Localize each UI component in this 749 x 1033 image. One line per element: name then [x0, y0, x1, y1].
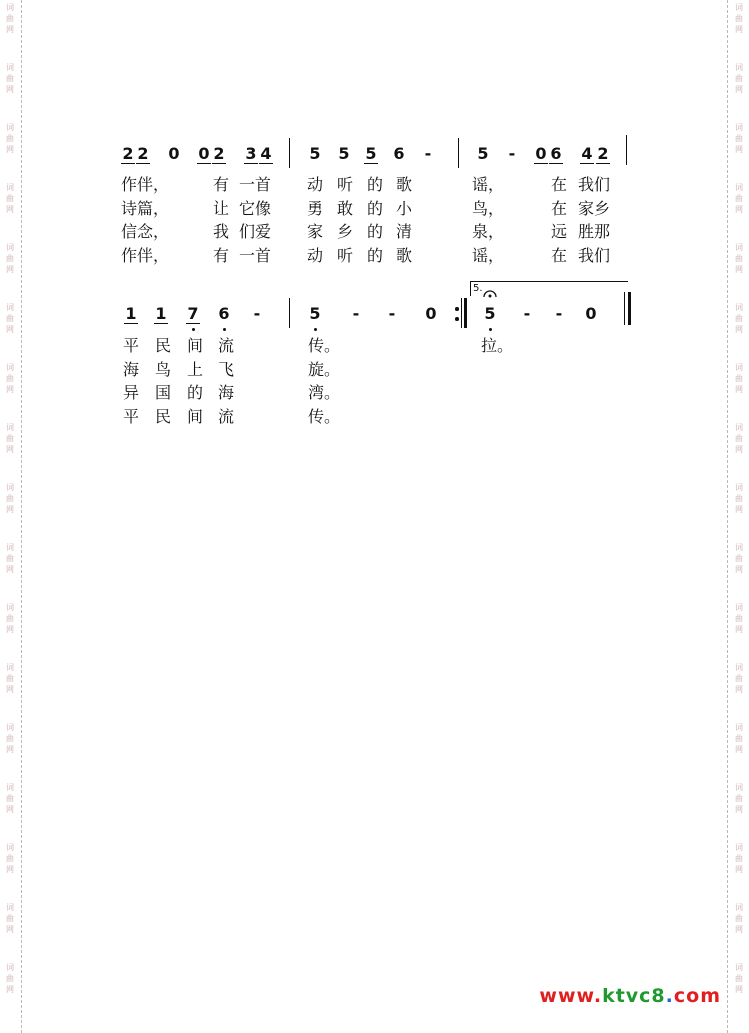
lower-octave-dot	[223, 328, 226, 331]
website-logo: www.ktvc8.com	[539, 985, 721, 1007]
watermark-text: 词 曲 网	[735, 963, 743, 994]
watermark-text: 词 曲 网	[735, 183, 743, 214]
note: 5	[308, 304, 322, 323]
lyric-syllable: 湾。	[308, 383, 341, 402]
dash: -	[555, 304, 563, 323]
repeat-end-barline-thick	[464, 298, 467, 328]
lower-octave-dot	[314, 328, 317, 331]
lyric-syllable: 谣，	[472, 245, 505, 265]
lyric-syllable: 旋。	[308, 359, 341, 379]
lyric-syllable: 国	[155, 383, 172, 402]
note: 0	[198, 144, 210, 163]
watermark-text: 词 曲 网	[6, 303, 14, 334]
note: 4	[581, 144, 593, 163]
barline	[458, 138, 459, 168]
watermark-text: 词 曲 网	[6, 183, 14, 214]
lyric-syllable: 诗篇，	[121, 198, 170, 218]
volta-bracket	[470, 281, 628, 296]
repeat-end-barline-thin	[461, 298, 462, 328]
lyric-syllable: 飞	[218, 359, 235, 379]
watermark-text: 词 曲 网	[735, 423, 743, 454]
watermark-text: 词 曲 网	[6, 723, 14, 754]
note: 1	[155, 304, 167, 323]
lyric-syllable: 民	[155, 406, 172, 426]
watermark-text: 词 曲 网	[6, 123, 14, 154]
note: 5	[483, 304, 497, 323]
note: 2	[122, 144, 134, 163]
watermark-text: 词 曲 网	[6, 363, 14, 394]
lyric-syllable: 平	[123, 406, 140, 426]
final-barline-thin	[624, 292, 625, 325]
ending-lyric: 拉。	[481, 336, 514, 355]
volta-label: 5.	[473, 283, 483, 294]
lyric-syllable: 我们	[578, 245, 611, 265]
watermark-text: 词 曲 网	[735, 783, 743, 814]
lyric-syllable: 的	[367, 222, 384, 241]
lyric-syllable: 间	[187, 336, 204, 355]
lyric-syllable: 间	[187, 406, 204, 426]
note: 2	[137, 144, 149, 163]
watermark-text: 词 曲 网	[735, 603, 743, 634]
lyric-syllable: 小	[396, 198, 413, 218]
watermark-text: 词 曲 网	[6, 903, 14, 934]
lyric-syllable: 听	[337, 175, 354, 194]
lyric-syllable: 让	[213, 198, 230, 218]
lyric-syllable: 一首	[239, 245, 272, 265]
final-barline-thick	[628, 292, 631, 325]
lyric-syllable: 的	[367, 245, 384, 265]
lyric-syllable: 胜那	[578, 222, 611, 241]
lyric-syllable: 流	[218, 336, 235, 355]
watermark-text: 词 曲 网	[6, 663, 14, 694]
lyric-syllable: 的	[367, 198, 384, 218]
watermark-text: 词 曲 网	[735, 663, 743, 694]
dash: -	[508, 144, 516, 163]
watermark-text: 词 曲 网	[735, 243, 743, 274]
watermark-text: 词 曲 网	[6, 783, 14, 814]
lyric-syllable: 谣，	[472, 175, 505, 194]
notes-row-1	[0, 144, 749, 168]
lyric-syllable: 在	[551, 245, 568, 265]
watermark-text: 词 曲 网	[735, 303, 743, 334]
lyric-syllable: 们爱	[239, 222, 272, 241]
lyric-syllable: 鸟	[155, 359, 172, 379]
watermark-text: 词 曲 网	[735, 3, 743, 34]
lyric-syllable: 在	[551, 175, 568, 194]
note: 6	[393, 144, 405, 163]
lyric-syllable: 歌	[396, 245, 413, 265]
watermark-text: 词 曲 网	[6, 243, 14, 274]
lyric-syllable: 上	[187, 359, 204, 379]
note: 6	[217, 304, 231, 323]
dash: -	[523, 304, 531, 323]
note: 1	[125, 304, 137, 323]
watermark-text: 词 曲 网	[735, 723, 743, 754]
note: 0	[168, 144, 180, 163]
note: 5	[309, 144, 321, 163]
watermark-text: 词 曲 网	[6, 423, 14, 454]
lyric-syllable: 我	[213, 222, 230, 241]
note: 2	[597, 144, 609, 163]
lyric-syllable: 鸟，	[472, 198, 505, 218]
watermark-text: 词 曲 网	[6, 843, 14, 874]
dash: -	[424, 144, 432, 163]
lyric-syllable: 在	[551, 198, 568, 218]
watermark-text: 词 曲 网	[6, 483, 14, 514]
lyric-syllable: 家乡	[578, 198, 611, 218]
lyric-syllable: 有	[213, 245, 230, 265]
lyric-syllable: 远	[551, 222, 568, 241]
note: 5	[338, 144, 350, 163]
note: 6	[550, 144, 562, 163]
watermark-text: 词 曲 网	[735, 483, 743, 514]
watermark-text: 词 曲 网	[6, 543, 14, 574]
barline	[289, 138, 290, 168]
note: 5	[477, 144, 489, 163]
watermark-text: 词 曲 网	[735, 843, 743, 874]
watermark-text: 词 曲 网	[735, 543, 743, 574]
note: 4	[260, 144, 272, 163]
watermark-text: 词 曲 网	[735, 63, 743, 94]
lyric-syllable: 传。	[308, 406, 341, 426]
lyric-syllable: 作伴，	[121, 175, 170, 194]
dash: -	[253, 304, 261, 323]
watermark-text: 词 曲 网	[6, 63, 14, 94]
lyric-syllable: 信念，	[121, 222, 170, 241]
lyric-syllable: 海	[123, 359, 140, 379]
lyric-syllable: 它像	[239, 198, 272, 218]
lyric-syllable: 敢	[337, 198, 354, 218]
barline	[289, 298, 290, 328]
lyric-syllable: 动	[307, 245, 324, 265]
lyric-syllable: 的	[367, 175, 384, 194]
lyric-syllable: 一首	[239, 175, 272, 194]
repeat-dots	[455, 298, 458, 328]
watermark-text: 词 曲 网	[6, 603, 14, 634]
dash: -	[388, 304, 396, 323]
watermark-text: 词 曲 网	[6, 963, 14, 994]
note: 0	[425, 304, 437, 323]
lyric-syllable: 泉，	[472, 222, 505, 241]
lyric-syllable: 流	[218, 406, 235, 426]
note: 0	[585, 304, 597, 323]
watermark-text: 词 曲 网	[735, 903, 743, 934]
lyric-syllable: 歌	[396, 175, 413, 194]
dash: -	[352, 304, 360, 323]
lyric-syllable: 传。	[308, 336, 341, 355]
watermark-text: 词 曲 网	[735, 363, 743, 394]
lyric-syllable: 勇	[307, 198, 324, 218]
lyric-syllable: 民	[155, 336, 172, 355]
note: 3	[245, 144, 257, 163]
note: 2	[213, 144, 225, 163]
lyric-syllable: 清	[396, 222, 413, 241]
lyric-syllable: 海	[218, 383, 235, 402]
note: 7	[186, 304, 200, 324]
lyric-syllable: 有	[213, 175, 230, 194]
lower-octave-dot	[192, 328, 195, 331]
watermark-text: 词 曲 网	[735, 123, 743, 154]
lyric-syllable: 平	[123, 336, 140, 355]
lower-octave-dot	[489, 328, 492, 331]
lyric-syllable: 家	[307, 222, 324, 241]
lyric-syllable: 作伴，	[121, 245, 170, 265]
lyric-syllable: 听	[337, 245, 354, 265]
barline	[626, 135, 627, 165]
notes-row-2	[0, 304, 749, 328]
note: 5	[365, 144, 377, 163]
note: 0	[535, 144, 547, 163]
watermark-text: 词 曲 网	[6, 3, 14, 34]
lyric-syllable: 异	[123, 383, 140, 402]
lyric-syllable: 乡	[337, 222, 354, 241]
lyric-syllable: 动	[307, 175, 324, 194]
lyric-syllable: 的	[187, 383, 204, 402]
lyric-syllable: 我们	[578, 175, 611, 194]
